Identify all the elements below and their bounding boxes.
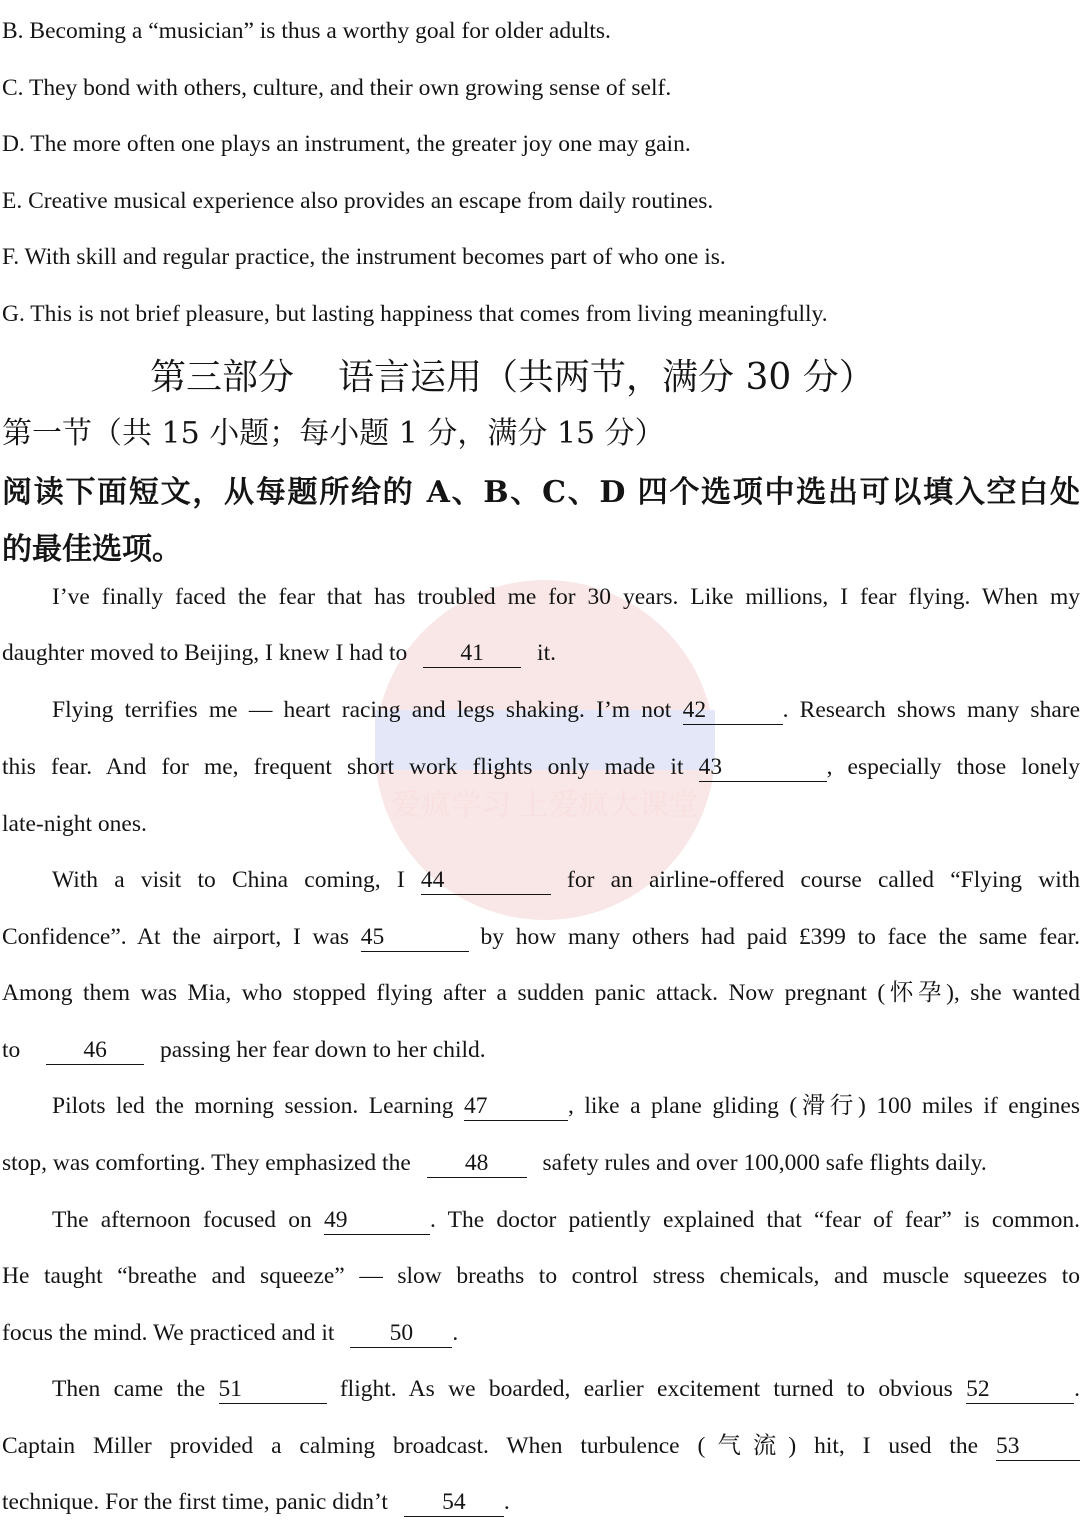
section-subtitle: 第一节（共 15 小题；每小题 1 分，满分 15 分） <box>2 416 665 451</box>
passage-line: daughter moved to Beijing, I knew I had to 41 it. <box>2 640 556 666</box>
section-title-part: 第三部分 <box>150 357 295 398</box>
passage-line: Then came the 51 flight. As we boarded, earlier excitement turned to obvious 52 . <box>52 1376 1080 1402</box>
section-title <box>150 349 875 400</box>
passage-line: He taught “breathe and squeeze” — slow breaths to control stress chemicals, and muscle squeezes to <box>2 1263 1080 1289</box>
blank-43[interactable]: 43 <box>699 756 827 782</box>
section-title-rest: 语言运用（共两节，满分 30 分） <box>338 357 875 398</box>
instruction-line-2: 的最佳选项。 <box>2 532 182 567</box>
option-e: E. Creative musical experience also provides an escape from daily routines. <box>2 188 714 214</box>
blank-45[interactable]: 45 <box>361 926 469 952</box>
option-c: C. They bond with others, culture, and their own growing sense of self. <box>2 75 672 101</box>
option-f: F. With skill and regular practice, the instrument becomes part of who one is. <box>2 244 726 270</box>
passage-line: Among them was Mia, who stopped flying after a sudden panic attack. Now pregnant (怀孕), she wanted <box>2 980 1080 1006</box>
blank-44[interactable]: 44 <box>421 869 551 895</box>
passage-line: stop, was comforting. They emphasized the 48 safety rules and over 100,000 safe flights daily. <box>2 1150 987 1176</box>
passage-line: Flying terrifies me — heart racing and legs shaking. I’m not 42 . Research shows many share <box>52 697 1080 723</box>
passage-line: to 46 passing her fear down to her child. <box>2 1037 486 1063</box>
blank-49[interactable]: 49 <box>324 1209 430 1235</box>
blank-47[interactable]: 47 <box>464 1095 568 1121</box>
blank-46[interactable]: 46 <box>46 1039 144 1065</box>
instruction-line-1: 阅读下面短文，从每题所给的 A、B、C、D 四个选项中选出可以填入空白处 <box>2 475 1080 510</box>
passage-line: late-night ones. <box>2 811 147 837</box>
option-b: B. Becoming a “musician” is thus a worthy goal for older adults. <box>2 18 611 44</box>
passage-line: The afternoon focused on 49 . The doctor patiently explained that “fear of fear” is common. <box>52 1207 1080 1233</box>
passage-line: With a visit to China coming, I 44 for an airline-offered course called “Flying with <box>52 867 1080 893</box>
passage-line: Confidence”. At the airport, I was 45 by how many others had paid £399 to face the same fear. <box>2 924 1080 950</box>
option-d: D. The more often one plays an instrument, the greater joy one may gain. <box>2 131 691 157</box>
blank-54[interactable]: 54 <box>404 1491 504 1517</box>
passage-line: focus the mind. We practiced and it 50 . <box>2 1320 459 1346</box>
blank-53[interactable]: 53 <box>996 1435 1080 1461</box>
blank-41[interactable]: 41 <box>423 642 521 668</box>
blank-48[interactable]: 48 <box>427 1152 527 1178</box>
watermark-text: 爱疯学习 上爱疯大课堂 <box>391 789 699 822</box>
passage-line: technique. For the first time, panic didn’t 54 . <box>2 1489 510 1515</box>
passage-line: I’ve finally faced the fear that has troubled me for 30 years. Like millions, I fear flying. When my <box>52 584 1080 610</box>
passage-line: Captain Miller provided a calming broadcast. When turbulence (气流) hit, I used the 53 <box>2 1435 1080 1461</box>
passage-line: this fear. And for me, frequent short work flights only made it 43 , especially those lonely <box>2 754 1080 780</box>
passage-line: Pilots led the morning session. Learning 47 , like a plane gliding (滑行) 100 miles if engines <box>52 1093 1080 1119</box>
blank-42[interactable]: 42 <box>683 699 783 725</box>
blank-51[interactable]: 51 <box>219 1378 327 1404</box>
blank-52[interactable]: 52 <box>966 1378 1074 1404</box>
blank-50[interactable]: 50 <box>350 1322 452 1348</box>
option-g: G. This is not brief pleasure, but lasting happiness that comes from living meaningfully. <box>2 301 828 327</box>
